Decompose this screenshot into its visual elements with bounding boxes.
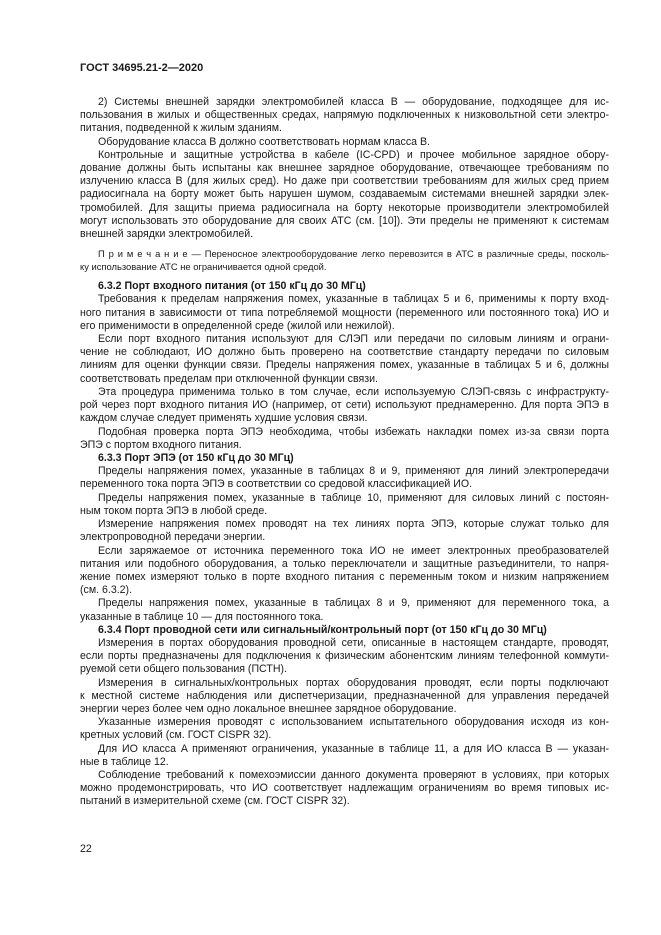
body-line: питания или подобного оборудования, а только переключатели и защитные разъединители, то напря- <box>80 558 609 570</box>
body-line: Измерения в сигнальных/контрольных портах оборудования проводят, если порты подключают <box>98 677 609 689</box>
body-line: можно продемонстрировать, что ИО соответствует надлежащим ограничениям во время типовых ис- <box>80 782 609 794</box>
note-line: ку использование АТС не ограничивается одной средой. <box>80 261 327 272</box>
body-line: излучению класса B (для жилых сред). Но даже при соответствии требованиям для жилых сред прием <box>80 175 609 187</box>
body-line: Соблюдение требований к помехоэмиссии данного документа проверяют в условиях, при которых <box>98 769 609 781</box>
body-line: рой через порт входного питания ИО (например, от сети) используют преднамеренно. Для порта ЭПЭ в <box>80 399 609 411</box>
body-line: каждом случае следует применять худшие условия связи. <box>80 412 368 424</box>
body-line: Контрольные и защитные устройства в кабеле (IC-CPD) и прочее мобильное зарядное обору- <box>98 149 609 161</box>
body-line: Оборудование класса B должно соответствовать нормам класса B. <box>98 136 430 148</box>
body-line: Указанные измерения проводят с использованием испытательного оборудования исходя из кон- <box>98 716 609 728</box>
body-line: внешней зарядки электромобилей. <box>80 228 254 240</box>
body-line: радиосигнала на борту может быть нарушен шумом, создаваемым системами внешней зарядки элек- <box>80 188 609 200</box>
body-line: Для ИО класса A применяют ограничения, указанные в таблице 11, а для ИО класса B — указан- <box>98 743 609 755</box>
body-line: Измерения в портах оборудования проводной сети, описанные в настоящем стандарте, проводят, <box>98 637 609 649</box>
body-line: пользования в жилых и общественных средах, напрямую подключенных к низковольтной сети электро- <box>80 109 609 121</box>
body-line: линиям для оценки функции связи. Пределы напряжения помех, указанные в таблицах 5 и 6, должны <box>80 359 609 371</box>
body-line: энергии через более чем одно локальное внешнее зарядное оборудование. <box>80 703 457 715</box>
body-line: Если заряжаемое от источника переменного тока ИО не имеет электронных преобразователей <box>98 545 609 557</box>
body-line: Пределы напряжения помех, указанные в таблицах 8 и 9, применяют для переменного тока, а <box>98 597 609 609</box>
body-line: Пределы напряжения помех, указанные в таблице 10, применяют для силовых линий с постоян- <box>98 492 609 504</box>
body-line: соответствовать пределам при отключенной функции связи. <box>80 373 378 385</box>
body-line: тромобилей. Для защиты приема радиосигнала на борту некоторые производители электромобилей <box>80 202 609 214</box>
body-line: питания, подведенной к жилым зданиям. <box>80 122 282 134</box>
body-line: ные в таблице 12. <box>80 756 169 768</box>
body-line: 2) Системы внешней зарядки электромобилей класса B — оборудование, подходящее для ис- <box>98 96 609 108</box>
body-line: (см. 6.3.2). <box>80 584 133 596</box>
body-line: переменного тока порта ЭПЭ в соответствии со средовой классификацией ИО. <box>80 478 473 490</box>
body-line: Эта процедура применима только в том случае, если используемую СЛЭП-связь с инфраструкту- <box>98 386 609 398</box>
body-line: дование должны быть испытаны как внешнее зарядное оборудование, отвечающее требованиям по <box>80 162 609 174</box>
body-line: Требования к пределам напряжения помех, указанные в таблицах 5 и 6, применимы к порту вход- <box>98 293 609 305</box>
body-line: чение не соблюдают, ИО должно быть проверено на соответствие стандарту передачи по силовым <box>80 346 609 358</box>
section-heading: 6.3.3 Порт ЭПЭ (от 150 кГц до 30 МГц) <box>98 452 294 464</box>
body-line: руемой сети общего пользования (ПСТН). <box>80 663 287 675</box>
body-line: Если порт входного питания используют для СЛЭП или передачи по силовым линиям и ограни- <box>98 333 609 345</box>
body-line: ЭПЭ с портом входного питания. <box>80 439 242 451</box>
body-line: Измерение напряжения помех проводят на тех линиях порта ЭПЭ, которые служат только для <box>98 518 609 530</box>
document-header: ГОСТ 34695.21-2—2020 <box>80 62 204 74</box>
body-line: указанные в таблице 10 — для постоянного тока. <box>80 611 324 623</box>
body-line: его применимости в определенной среде (жилой или нежилой). <box>80 320 395 332</box>
section-heading: 6.3.4 Порт проводной сети или сигнальный/контрольный порт (от 150 кГц до 30 МГц) <box>98 624 547 636</box>
note-line: П р и м е ч а н и е — Переносное электрооборудование легко перевозится в АТС в различные среды, посколь- <box>98 248 609 259</box>
body-line: ного питания в зависимости от типа потребляемой мощности (переменного или постоянного тока) ИО и <box>80 307 609 319</box>
body-line: если порты предназначены для подключения к физическим абонентским линиям телефонной коммути- <box>80 650 609 662</box>
body-line: Пределы напряжения помех, указанные в таблицах 8 и 9, применяют для линий электропередачи <box>98 465 609 477</box>
body-line: могут использовать это оборудование для своих АТС (см. [10]). Эти пределы не применяют к системам <box>80 215 609 227</box>
body-line: ным током порта ЭПЭ в любой среде. <box>80 505 268 517</box>
body-line: к местной системе наблюдения или диспетчеризации, предназначенной для управления передачей <box>80 690 609 702</box>
body-line: пытаний в измерительной схеме (см. ГОСТ CISPR 32). <box>80 795 350 807</box>
body-line: электропроводной передачи энергии. <box>80 531 266 543</box>
page-number: 22 <box>80 843 92 855</box>
section-heading: 6.3.2 Порт входного питания (от 150 кГц до 30 МГц) <box>98 280 366 292</box>
body-line: Подобная проверка порта ЭПЭ необходима, чтобы избежать накладки помех из-за связи порта <box>98 426 609 438</box>
body-line: кретных условий (см. ГОСТ CISPR 32). <box>80 729 272 741</box>
body-line: жение помех измеряют только в порте входного питания с переменным током и низким напряжением <box>80 571 609 583</box>
